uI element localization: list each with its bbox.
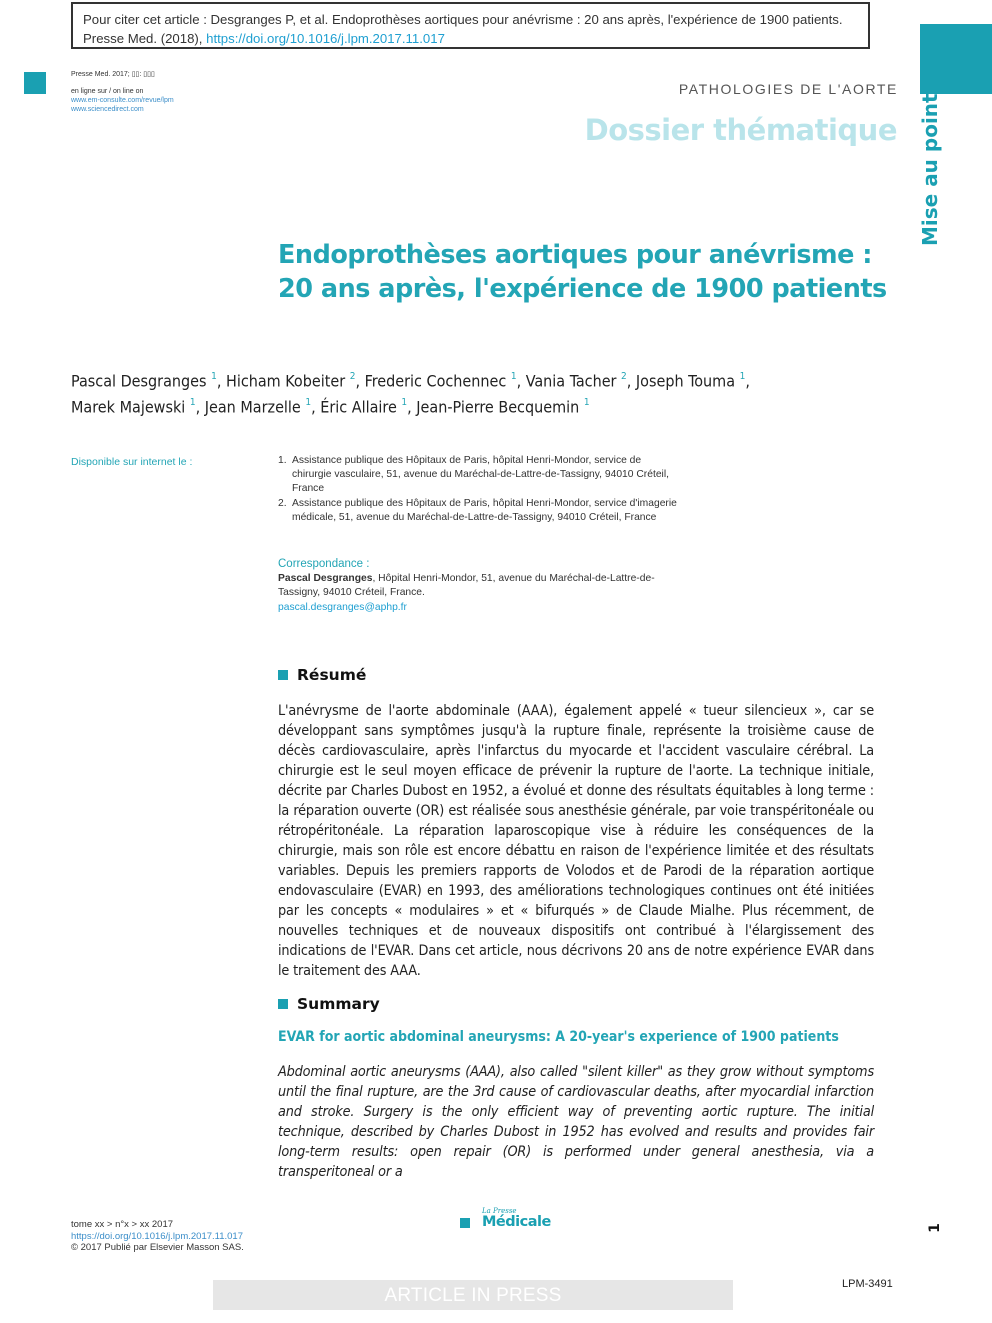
journal-url-1[interactable]: www.em-consulte.com/revue/lpm [71, 97, 174, 104]
summary-text: Abdominal aortic aneurysms (AAA), also called "silent killer" as they grow without symptoms until the final rupture, are the 3rd cause of cardiovascular deaths, after myocardial infarction and stroke. Surgery is the only efficient way of preventing aortic rupture. The initial technique, described by Charles Dubost in 1952 has evolved and results and provides fair long-term results: open repair (OR) is performed under general anesthesia, via a transperitoneal or a [278, 1064, 874, 1180]
author-row-2: Marek Majewski $^1$, Jean Marzelle $^1$, Éric Allaire $^1$, Jean-Pierre Becquemin $^1$ [71, 397, 590, 417]
journal-url-2[interactable]: www.sciencedirect.com [71, 106, 144, 113]
author-affiliation: 1 [305, 397, 312, 409]
affiliation-number: 1. [278, 455, 287, 466]
summary-heading-text: Summary [297, 995, 380, 1013]
corner-marker [24, 72, 46, 94]
footer-info [71, 1219, 244, 1254]
available-online-label: Disponible sur internet le : [71, 456, 193, 468]
citation-line-2: Presse Med. (2018), [83, 31, 207, 46]
author-list [71, 366, 811, 419]
resume-heading-text: Résumé [297, 666, 367, 684]
correspondence-heading: Correspondance : [278, 558, 370, 570]
affiliations [278, 454, 678, 525]
page-number: 1 [926, 1223, 943, 1233]
author-name: Jean Marzelle [204, 397, 301, 417]
correspondence-address: , Hôpital Henri-Mondor, 51, avenue du Maréchal-de-Lattre-de-Tassigny, 94010 Créteil, France. [278, 573, 655, 599]
author-affiliation: 1 [189, 397, 196, 409]
author-name: Hicham Kobeiter [225, 371, 346, 391]
affiliation-item [278, 497, 678, 525]
section-square-icon [278, 670, 288, 680]
author-affiliation: 1 [583, 397, 590, 409]
author-name: Marek Majewski [71, 397, 186, 417]
footer-copyright: © 2017 Publié par Elsevier Masson SAS. [71, 1242, 244, 1254]
rubric-label: PATHOLOGIES DE L'AORTE [678, 81, 898, 97]
author-affiliation: 1 [510, 371, 517, 382]
section-tab [920, 24, 992, 94]
side-label: Mise au point [918, 93, 942, 246]
author-affiliation: 1 [739, 371, 746, 382]
affiliation-item [278, 454, 678, 497]
correspondence-name: Pascal Desgranges [278, 573, 373, 585]
citation-box [71, 2, 870, 49]
resume-text: L'anévrysme de l'aorte abdominale (AAA), également appelé « tueur silencieux », car se développant sans symptômes jusqu'à la rupture finale, représente la troisième cause de décès cardiovasculaire, après l'infarctus du myocarde et l'accident vasculaire cérébral. La chirurgie est le seul moyen efficace de prévenir la rupture de l'aorte. La technique initiale, décrite par Charles Dubost en 1952, a évolué et donne des résultats équitables à long terme : la réparation ouverte (OR) est réalisée sous anesthésie générale, par voie transpéritonéale ou rétropéritonéale. La réparation laparoscopique vise à réduire les conséquences de la chirurgie, mais son rôle est encore débattu en raison de l'expérience limitée et des résultats variables. Depuis les premiers rapports de Volodos et de Parodi de la réparation aortique endovasculaire (EVAR) en 1993, des améliorations technologiques continues ont été initiées par les concepts « modulaires » et « bifurqués » de Claude Mialhe. Plus récemment, de nouvelles techniques et de nouveaux dispositifs ont contribué à l'élargissement des indications de l'EVAR. Dans cet article, nous décrivons 20 ans de notre expérience EVAR dans le traitement des AAA. [278, 703, 874, 979]
journal-meta [71, 70, 174, 114]
journal-logo [460, 1207, 560, 1235]
author-name: Joseph Touma [635, 371, 736, 391]
citation-line-1: Pour citer cet article : Desgranges P, et al. Endoprothèses aortiques pour anévrisme : 20 ans après, l'expérience de 1900 patients. [83, 12, 843, 27]
online-label: en ligne sur / on line on [71, 88, 144, 95]
author-name: Éric Allaire [320, 397, 397, 417]
author-name: Frederic Cochennec [364, 371, 507, 391]
affiliation-number: 2. [278, 497, 287, 509]
author-affiliation: 2 [621, 371, 627, 382]
correspondence [278, 557, 688, 615]
correspondence-email[interactable]: pascal.desgranges@aphp.fr [278, 601, 407, 613]
resume-heading [278, 666, 366, 684]
author-affiliation: 2 [349, 371, 356, 382]
summary-title: EVAR for aortic abdominal aneurysms: A 20-year's experience of 1900 patients [278, 1029, 839, 1045]
logo-text: Médicale [482, 1214, 551, 1230]
author-affiliation: 1 [211, 371, 217, 382]
summary-heading [278, 995, 380, 1013]
affiliation-text: Assistance publique des Hôpitaux de Paris, hôpital Henri-Mondor, service de chirurgie vasculaire, 51, avenue du Maréchal-de-Lattre-de-Tassigny, 94010 Créteil, France [292, 455, 669, 495]
author-name: Jean-Pierre Becquemin [416, 397, 580, 417]
dossier-label: Dossier thématique [584, 113, 897, 147]
article-in-press-banner: ARTICLE IN PRESS [213, 1280, 733, 1310]
author-name: Pascal Desgranges [71, 371, 207, 391]
author-row-1: Pascal Desgranges $^1$, Hicham Kobeiter $^2$, Frederic Cochennec $^1$, Vania Tacher $^2$, Joseph Touma $^1$, [71, 371, 750, 391]
affiliation-text: Assistance publique des Hôpitaux de Paris, hôpital Henri-Mondor, service d'imagerie médicale, 51, avenue du Maréchal-de-Lattre-de-Tassigny, 94010 Créteil, France [292, 497, 677, 523]
section-square-icon [278, 999, 288, 1009]
author-name: Vania Tacher [525, 371, 617, 391]
author-affiliation: 1 [401, 397, 408, 409]
article-code: LPM-3491 [842, 1278, 893, 1290]
logo-square-icon [460, 1218, 470, 1228]
journal-issue: Presse Med. 2017; ▯▯: ▯▯▯ [71, 71, 155, 78]
footer-issue: tome xx > n°x > xx 2017 [71, 1219, 174, 1230]
footer-doi-link[interactable]: https://doi.org/10.1016/j.lpm.2017.11.017 [71, 1230, 244, 1242]
title-line-2: 20 ans après, l'expérience de 1900 patients [278, 274, 887, 304]
title-line-1: Endoprothèses aortiques pour anévrisme : [278, 240, 872, 270]
logo-small-text: La Presse [482, 1207, 517, 1215]
article-title [278, 238, 887, 306]
citation-doi-link[interactable]: https://doi.org/10.1016/j.lpm.2017.11.017 [206, 31, 445, 46]
